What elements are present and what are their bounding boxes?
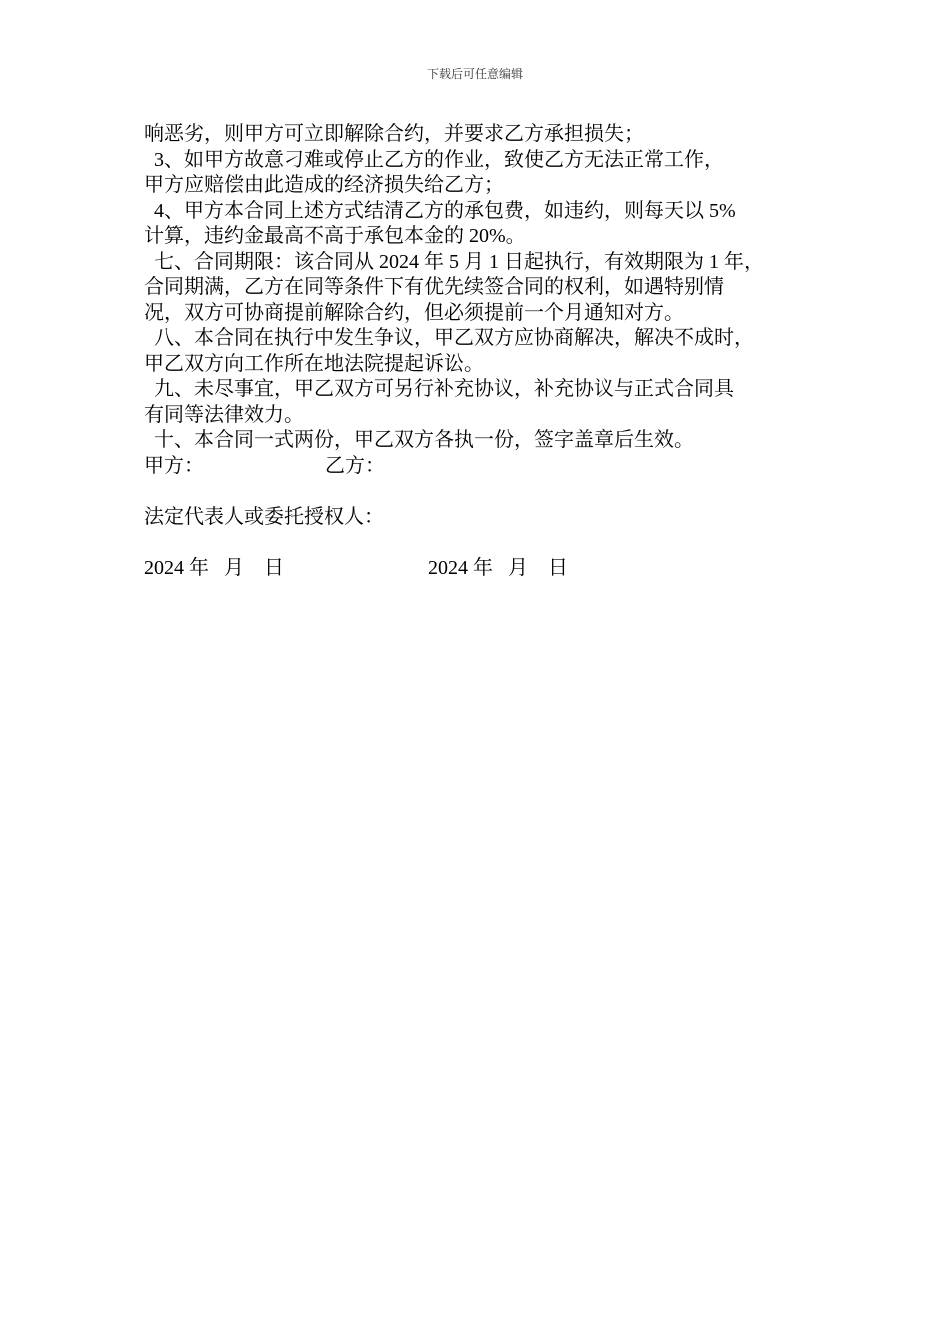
contract-line: 合同期满，乙方在同等条件下有优先续签合同的权利，如遇特别情 [144,276,724,298]
spacer [144,479,834,505]
representative-label: 法定代表人或委托授权人： [144,505,384,528]
signature-parties-row [144,454,834,480]
contract-line: 八、本合同在执行中发生争议，甲乙双方应协商解决，解决不成时， [144,327,754,349]
party-b-date: 2024 年 月 日 [428,556,568,579]
party-b-label: 乙方： [325,454,385,477]
contract-line: 3、如甲方故意刁难或停止乙方的作业，致使乙方无法正常工作， [144,148,724,171]
signature-dates-row [144,556,834,582]
party-a-label: 甲方： [144,454,204,477]
contract-line: 有同等法律效力。 [144,403,304,426]
contract-line: 响恶劣，则甲方可立即解除合约，并要求乙方承担损失； [144,123,644,145]
contract-line: 七、合同期限：该合同从 2024 年 5 月 1 日起执行，有效期限为 1 年， [144,250,764,273]
party-a-date: 2024 年 月 日 [144,556,284,579]
contract-line: 甲乙双方向工作所在地法院提起诉讼。 [144,352,484,375]
contract-line: 十、本合同一式两份，甲乙双方各执一份，签字盖章后生效。 [144,429,694,451]
contract-line: 甲方应赔偿由此造成的经济损失给乙方； [144,174,504,196]
contract-line: 计算，违约金最高不高于承包本金的 20%。 [144,225,526,247]
contract-line: 况，双方可协商提前解除合约，但必须提前一个月通知对方。 [144,301,684,324]
contract-body [144,122,834,581]
spacer [144,530,834,556]
contract-line: 九、未尽事宜，甲乙双方可另行补充协议，补充协议与正式合同具 [144,378,734,400]
contract-line: 4、甲方本合同上述方式结清乙方的承包费，如违约，则每天以 5% [144,199,736,222]
page-header-note: 下载后可任意编辑 [426,67,523,81]
